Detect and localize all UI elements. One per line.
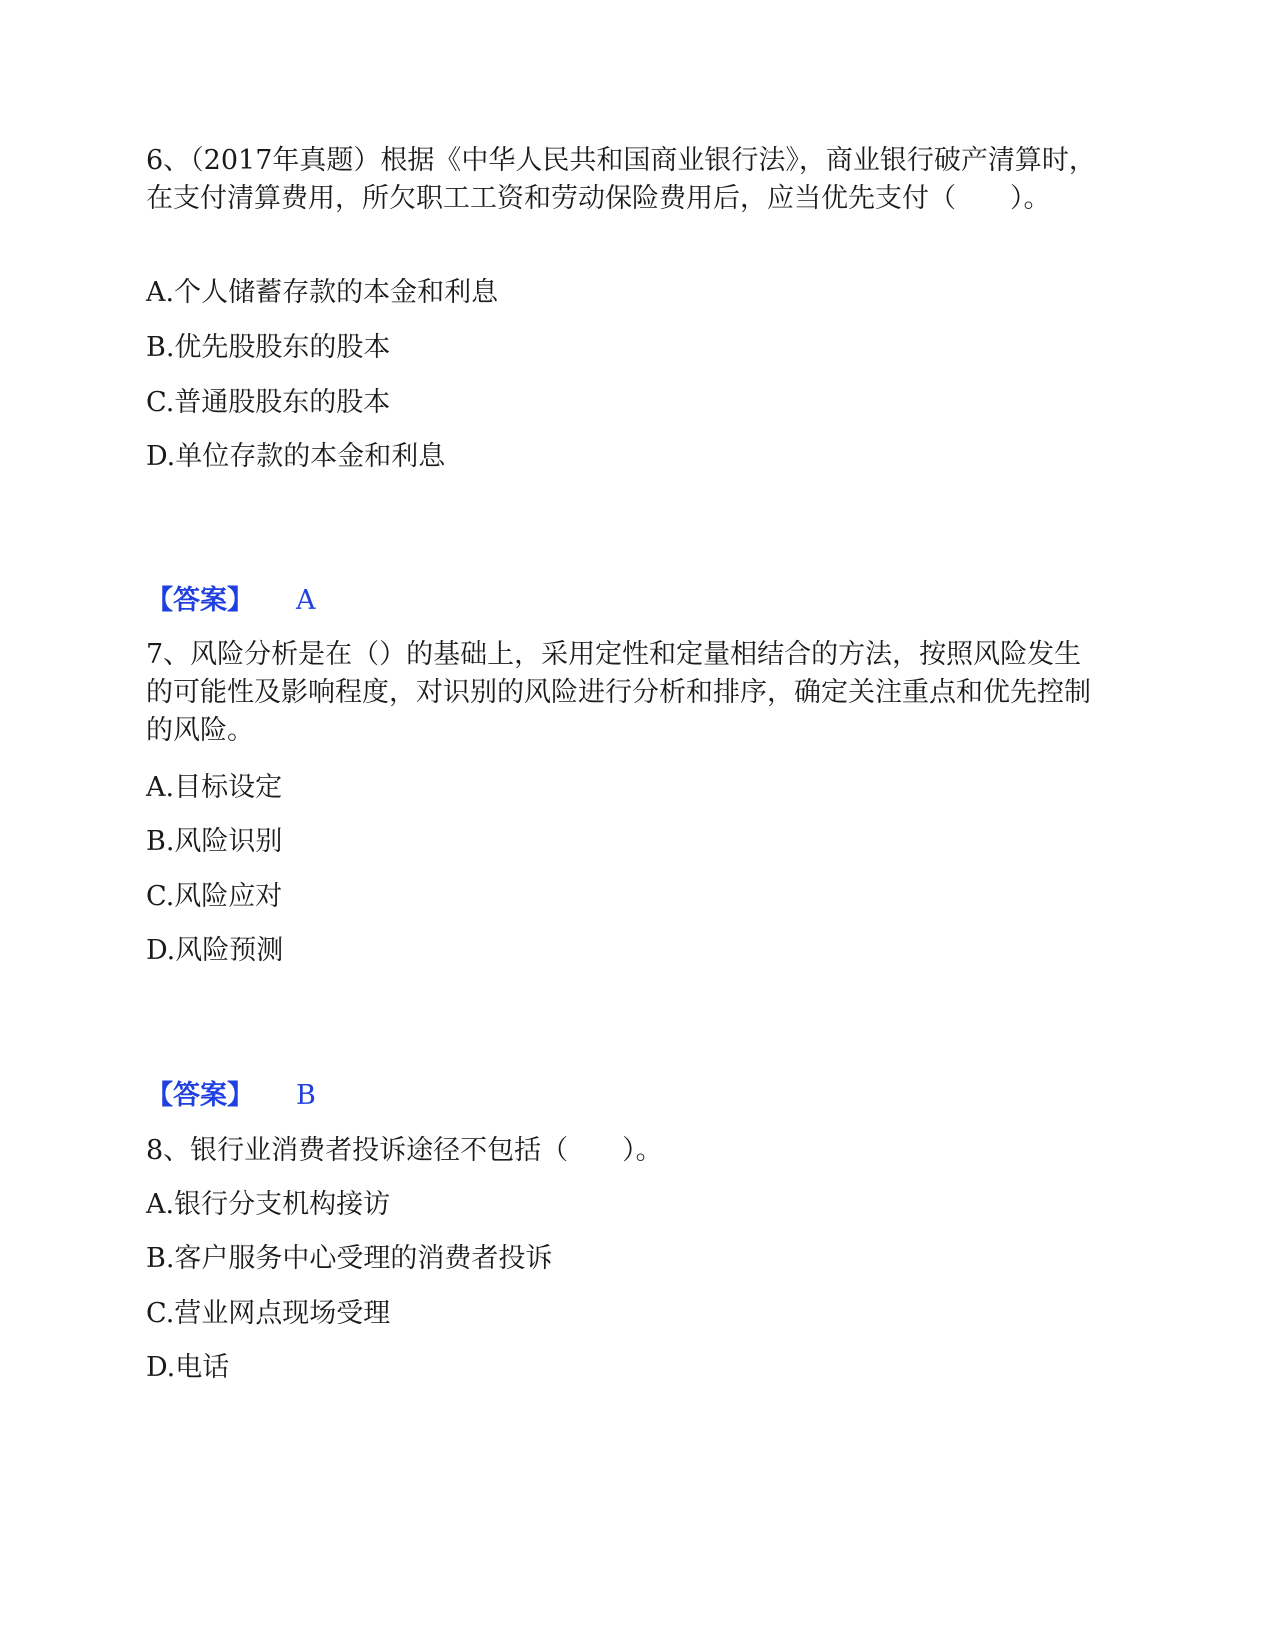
- question-8-option-a: A.银行分支机构接访: [146, 1189, 391, 1220]
- question-8-option-d: D.电话: [146, 1352, 230, 1383]
- question-6-option-a: A.个人储蓄存款的本金和利息: [146, 277, 499, 308]
- question-7-option-d: D.风险预测: [146, 935, 284, 966]
- answer-value: B: [296, 1080, 316, 1111]
- question-7-text: 7、风险分析是在（）的基础上，采用定性和定量相结合的方法，按照风险发生的可能性及影响程度，对识别的风险进行分析和排序，确定关注重点和优先控制的风险。: [146, 639, 1091, 746]
- answer-label: 【答案】: [146, 585, 254, 616]
- question-6-option-b: B.优先股股东的股本: [146, 332, 391, 363]
- answer-value: A: [296, 585, 316, 616]
- question-6-text: 6、（2017年真题）根据《中华人民共和国商业银行法》，商业银行破产清算时，在支付清算费用，所欠职工工资和劳动保险费用后，应当优先支付（ ）。: [146, 145, 1096, 214]
- question-6-answer: [146, 584, 316, 618]
- question-8-option-c: C.营业网点现场受理: [146, 1298, 391, 1329]
- question-7-option-a: A.目标设定: [146, 772, 283, 803]
- question-7-answer: [146, 1079, 316, 1113]
- question-7-option-b: B.风险识别: [146, 826, 283, 857]
- answer-label: 【答案】: [146, 1080, 254, 1111]
- question-8-option-b: B.客户服务中心受理的消费者投诉: [146, 1243, 553, 1274]
- question-8-text: 8、银行业消费者投诉途径不包括（ ）。: [146, 1135, 663, 1166]
- question-6-option-c: C.普通股股东的股本: [146, 387, 391, 418]
- question-6-option-d: D.单位存款的本金和利息: [146, 441, 446, 472]
- question-7-option-c: C.风险应对: [146, 881, 283, 912]
